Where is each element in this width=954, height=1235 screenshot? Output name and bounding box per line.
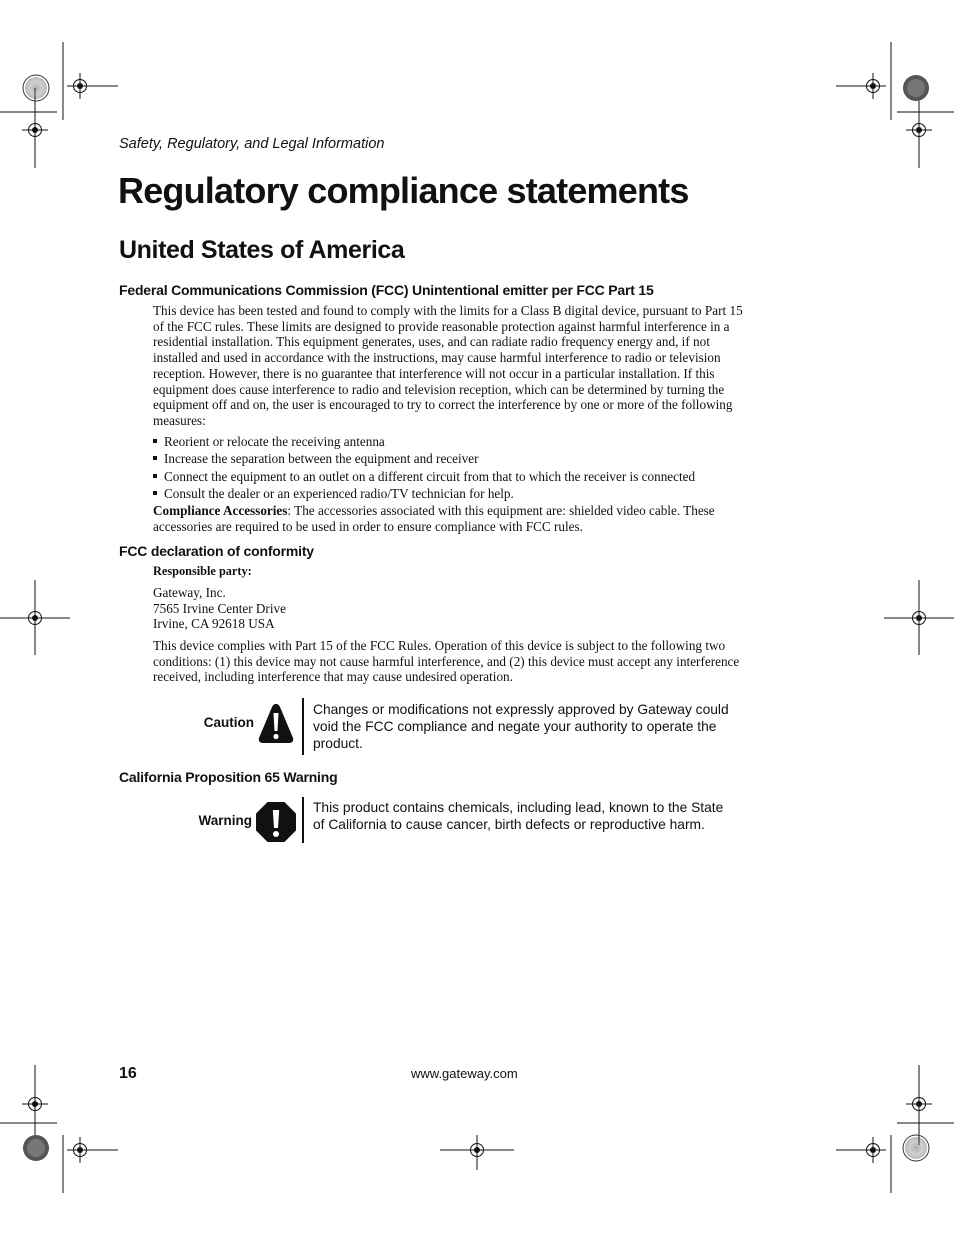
compliance-accessories — [153, 503, 793, 534]
page-number: 16 — [119, 1065, 137, 1082]
section-heading: United States of America — [119, 236, 405, 264]
text-line: installed and used in accordance with the instructions, may cause harmful interference to radio or television — [153, 350, 721, 366]
list-item: Consult the dealer or an experienced radio/TV technician for help. — [153, 485, 793, 502]
accessories-text: : The accessories associated with this equipment are: shielded video cable. These — [287, 503, 715, 518]
fcc-part15-paragraph — [153, 303, 793, 429]
address-line: Gateway, Inc. — [153, 585, 226, 600]
footer-url: www.gateway.com — [411, 1066, 518, 1081]
text-line: of California to cause cancer, birth defects or reproductive harm. — [313, 817, 705, 832]
text-line: Changes or modifications not expressly approved by Gateway could — [313, 702, 729, 717]
text-line: accessories are required to be used in order to ensure compliance with FCC rules. — [153, 518, 583, 534]
responsible-party-label: Responsible party: — [153, 564, 252, 578]
accessories-label: Compliance Accessories — [153, 503, 288, 518]
text-line: reception. However, there is no guarantee that interference will not occur in a particular installation. If this — [153, 365, 715, 381]
text-line: measures: — [153, 412, 206, 428]
warning-octagon-icon — [256, 802, 296, 842]
text-line: This device complies with Part 15 of the FCC Rules. Operation of this device is subject to the following two — [153, 638, 726, 653]
text-line: equipment off and on, the user is encouraged to try to correct the interference by one or more of the following — [153, 397, 733, 413]
list-item: Connect the equipment to an outlet on a different circuit from that to which the receiver is connected — [153, 468, 793, 485]
fcc-part15-heading: Federal Communications Commission (FCC) Unintentional emitter per FCC Part 15 — [119, 282, 654, 298]
page-title: Regulatory compliance statements — [118, 170, 689, 211]
text-line: of the FCC rules. These limits are designed to provide reasonable protection against harmful interference in a — [153, 318, 730, 334]
warning-rule — [302, 797, 304, 843]
text-line: void the FCC compliance and negate your authority to operate the — [313, 719, 717, 734]
running-header: Safety, Regulatory, and Legal Information — [119, 136, 385, 152]
caution-rule — [302, 698, 304, 755]
text-line: This product contains chemicals, including lead, known to the State — [313, 800, 724, 815]
list-item: Reorient or relocate the receiving antenna — [153, 433, 793, 450]
measures-list — [153, 433, 793, 502]
warning-label: Warning — [198, 813, 252, 828]
caution-triangle-icon — [257, 702, 295, 744]
text-line: conditions: (1) this device may not cause harmful interference, and (2) this device must accept any interference — [153, 653, 740, 669]
address-line: Irvine, CA 92618 USA — [153, 616, 275, 632]
caution-text — [313, 701, 738, 752]
text-line: equipment does cause interference to radio and television reception, which can be determined by turning the — [153, 381, 725, 397]
text-line: product. — [313, 736, 363, 751]
address-line: 7565 Irvine Center Drive — [153, 600, 286, 616]
declaration-paragraph — [153, 638, 793, 685]
text-line: This device has been tested and found to comply with the limits for a Class B digital device, pursuant to Part 15 — [153, 303, 743, 318]
address-block — [153, 585, 793, 632]
text-line — [153, 503, 793, 519]
warning-text — [313, 799, 738, 833]
caution-label: Caution — [203, 715, 254, 730]
list-item: Increase the separation between the equipment and receiver — [153, 450, 793, 467]
prop65-heading: California Proposition 65 Warning — [119, 769, 338, 785]
text-line: residential installation. This equipment generates, uses, and can radiate radio frequency energy and, if not — [153, 334, 710, 350]
text-line: received, including interference that may cause undesired operation. — [153, 669, 513, 685]
declaration-heading: FCC declaration of conformity — [119, 543, 314, 559]
